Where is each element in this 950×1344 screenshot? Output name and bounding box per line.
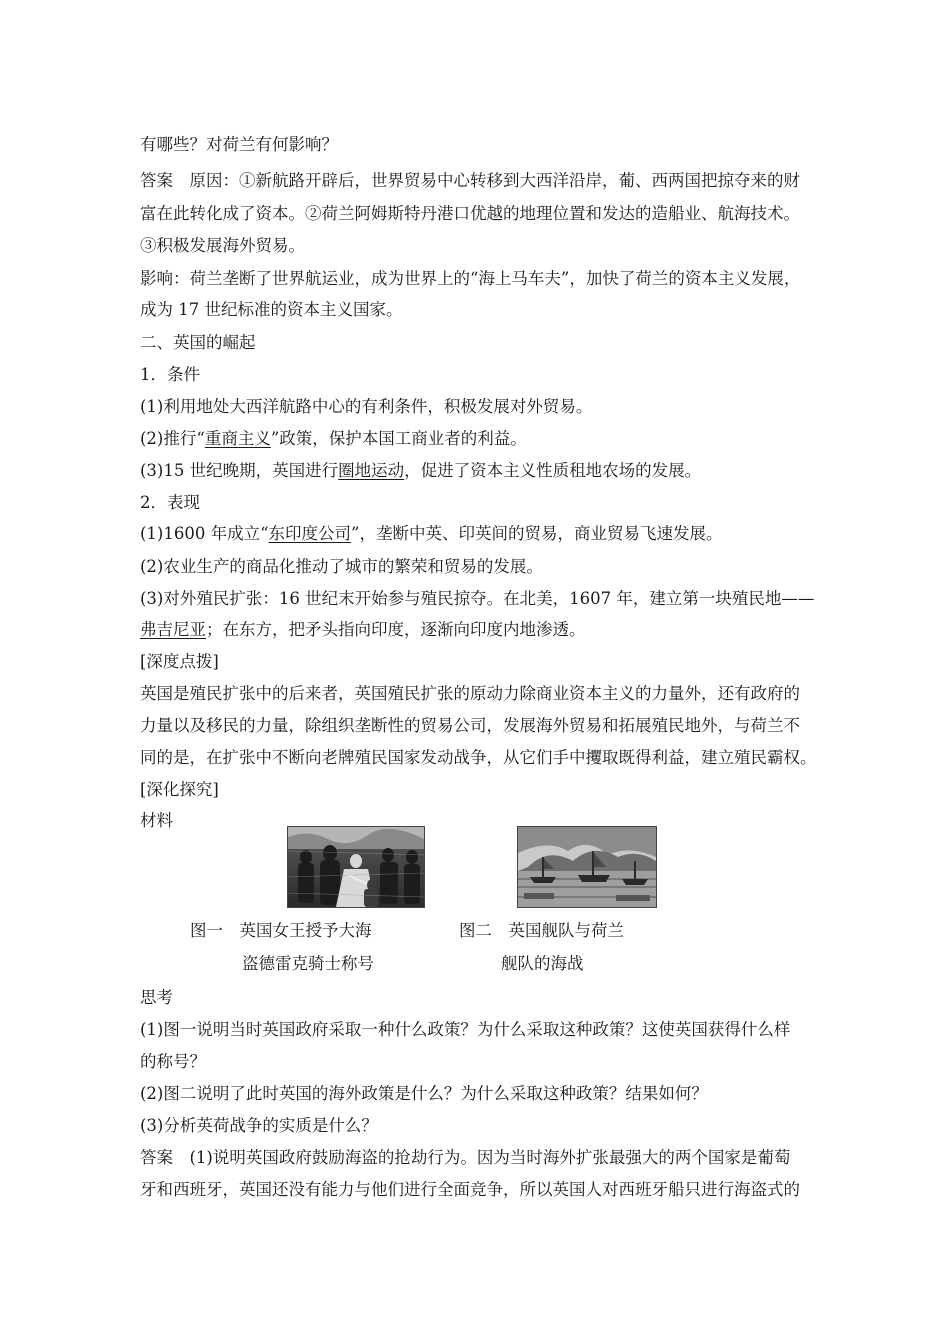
text-span: (1)1600 年成立“ xyxy=(140,524,269,543)
key-term: 东印度公司 xyxy=(268,524,352,543)
text-line xyxy=(140,524,722,544)
key-term: 弗吉尼亚 xyxy=(140,620,206,639)
text-line: 影响：荷兰垄断了世界航运业，成为世界上的“海上马车夫”，加快了荷兰的资本主义发展， xyxy=(140,269,801,288)
text-line: 富在此转化成了资本。②荷兰阿姆斯特丹港口优越的地理位置和发达的造船业、航海技术。 xyxy=(140,204,800,223)
question-line: (1)图一说明当时英国政府采取一种什么政策？为什么采取这种政策？这使英国获得什么样 xyxy=(140,1020,791,1039)
subsection-heading: 1．条件 xyxy=(140,365,200,384)
text-line: (1)利用地处大西洋航路中心的有利条件，积极发展对外贸易。 xyxy=(140,397,593,416)
text-line: 成为 17 世纪标准的资本主义国家。 xyxy=(140,300,403,319)
text-line: 英国是殖民扩张中的后来者，英国殖民扩张的原动力除商业资本主义的力量外，还有政府的 xyxy=(140,684,800,703)
question-line: (3)分析英荷战争的实质是什么？ xyxy=(140,1116,378,1135)
text-span: (2)推行“ xyxy=(140,429,205,448)
text-span: ；在东方，把矛头指向印度，逐渐向印度内地渗透。 xyxy=(206,620,586,639)
text-line xyxy=(140,429,527,449)
text-line xyxy=(140,461,701,481)
text-span: (3)15 世纪晚期，英国进行 xyxy=(140,461,339,480)
text-span: ”政策，保护本国工商业者的利益。 xyxy=(270,429,527,448)
engraving-illustration xyxy=(288,827,424,907)
figure-caption: 盗德雷克骑士称号 xyxy=(242,954,374,973)
box-heading: [深度点拨] xyxy=(140,652,219,671)
subsection-heading: 2．表现 xyxy=(140,493,200,512)
text-line: 力量以及移民的力量，除组织垄断性的贸易公司，发展海外贸易和拓展殖民地外，与荷兰不 xyxy=(140,716,800,735)
text-line xyxy=(140,620,586,640)
text-line: (3)对外殖民扩张：16 世纪末开始参与殖民掠夺。在北美，1607 年，建立第一块殖民地—— xyxy=(140,589,815,608)
question-line: (2)图二说明了此时英国的海外政策是什么？为什么采取这种政策？结果如何？ xyxy=(140,1084,708,1103)
answer-line: 答案 原因：①新航路开辟后，世界贸易中心转移到大西洋沿岸，葡、西两国把掠夺来的财 xyxy=(140,171,800,190)
question-line: 的称号？ xyxy=(140,1052,206,1071)
material-label: 材料 xyxy=(140,811,173,830)
text-line: 有哪些？对荷兰有何影响？ xyxy=(140,135,338,154)
think-label: 思考 xyxy=(140,988,173,1007)
section-heading: 二、英国的崛起 xyxy=(140,333,256,352)
figure-caption: 图一 英国女王授予大海 xyxy=(190,921,372,940)
box-heading: [深化探究] xyxy=(140,780,219,799)
figure-sea-battle-image xyxy=(517,826,657,908)
answer-line: 答案 (1)说明英国政府鼓励海盗的抢劫行为。因为当时海外扩张最强大的两个国家是葡萄 xyxy=(140,1148,791,1167)
sea-battle-illustration xyxy=(518,827,656,907)
text-span: ”，垄断中英、印英间的贸易，商业贸易飞速发展。 xyxy=(351,524,723,543)
text-line: (2)农业生产的商品化推动了城市的繁荣和贸易的发展。 xyxy=(140,557,543,576)
figure-caption: 图二 英国舰队与荷兰 xyxy=(459,921,624,940)
key-term: 重商主义 xyxy=(204,429,271,448)
text-line: 同的是，在扩张中不断向老牌殖民国家发动战争，从它们手中攫取既得利益，建立殖民霸权。 xyxy=(140,748,817,767)
figure-queen-knighting-image xyxy=(287,826,425,908)
text-line: ③积极发展海外贸易。 xyxy=(140,236,305,255)
key-term: 圈地运动 xyxy=(338,461,405,480)
answer-line: 牙和西班牙，英国还没有能力与他们进行全面竞争，所以英国人对西班牙船只进行海盗式的 xyxy=(140,1180,800,1199)
text-span: ，促进了资本主义性质租地农场的发展。 xyxy=(404,461,702,480)
figure-caption: 舰队的海战 xyxy=(501,954,584,973)
